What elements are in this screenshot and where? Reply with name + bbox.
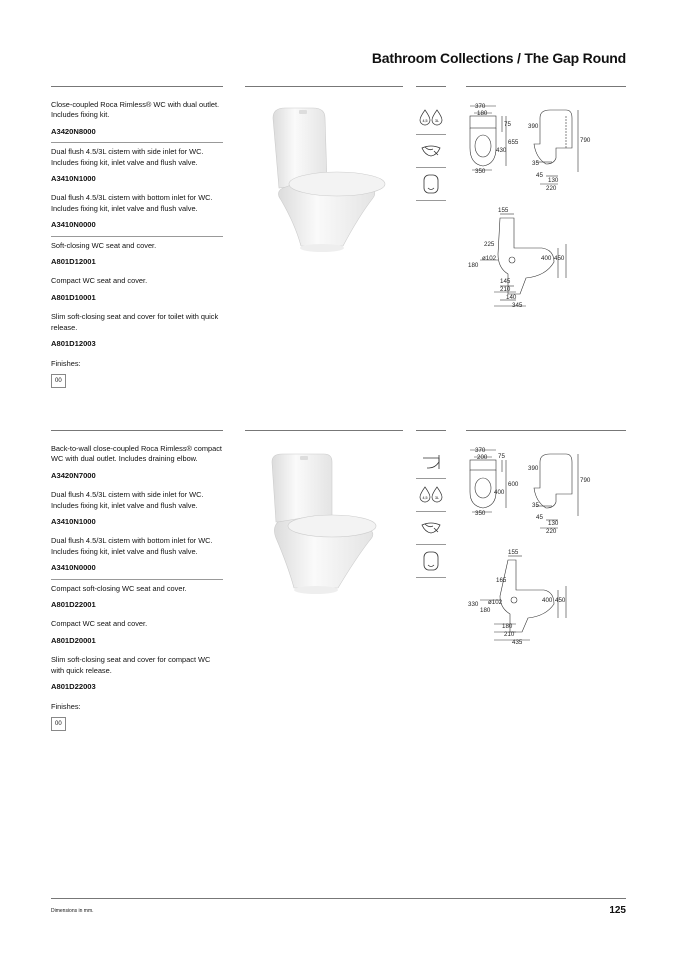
dim-75: 75 — [498, 453, 505, 460]
section-rule — [245, 430, 403, 431]
footer-rule — [51, 898, 626, 899]
dim-75: 75 — [504, 121, 511, 128]
footnote: Dimensions in mm. — [51, 908, 94, 914]
product-description: Slim soft-closing seat and cover for compact WC with quick release. — [51, 655, 211, 675]
feature-icons — [416, 446, 446, 578]
product-item — [51, 615, 223, 651]
dim-655: 655 — [508, 139, 519, 146]
product-code: A3410N0000 — [51, 563, 96, 573]
dim-210: 210 — [500, 286, 511, 293]
dim-180: 180 — [468, 262, 479, 269]
product-item — [51, 96, 223, 143]
technical-drawing-top — [462, 442, 630, 538]
product-item — [51, 237, 223, 273]
dim-370: 370 — [475, 447, 486, 454]
dim-370: 370 — [475, 103, 486, 110]
dual-flush-icon — [416, 479, 446, 512]
dim-45: 45 — [536, 172, 543, 179]
technical-drawing-side — [450, 204, 580, 310]
product-code: A801D10001 — [51, 292, 96, 302]
product-description: Compact soft-closing WC seat and cover. — [51, 583, 187, 593]
product-item — [51, 308, 223, 354]
dim-390: 390 — [528, 123, 539, 130]
dual-flush-icon — [416, 102, 446, 135]
dim-180: 180 — [477, 110, 488, 117]
section-rule — [466, 430, 626, 431]
dim-130: 130 — [548, 177, 559, 184]
product-code: A801D20001 — [51, 635, 96, 645]
dim-345: 345 — [512, 302, 523, 309]
section-rule — [416, 86, 446, 87]
back-to-wall-icon — [416, 446, 446, 479]
finishes-label: Finishes: — [51, 701, 81, 711]
dim-400: 400 — [494, 489, 505, 496]
dim-165: 165 — [496, 577, 507, 584]
product-description: Dual flush 4.5/3L cistern with bottom inlet for WC. Includes fixing kit, inlet valve and flush valve. — [51, 536, 213, 556]
dim-220: 220 — [546, 185, 557, 192]
dim-330: 330 — [468, 601, 479, 608]
section-rule — [51, 430, 223, 431]
product-list — [51, 96, 223, 388]
dim-435: 435 — [512, 639, 523, 646]
dim-155: 155 — [498, 207, 509, 214]
product-item — [51, 532, 223, 579]
finish-swatch[interactable]: 00 — [51, 717, 66, 731]
product-description: Compact WC seat and cover. — [51, 276, 148, 286]
product-item — [51, 143, 223, 189]
dim-145: 145 — [500, 278, 511, 285]
rimless-icon — [416, 135, 446, 168]
rimless-icon — [416, 512, 446, 545]
dim-140: 140 — [506, 294, 517, 301]
dim-35: 35 — [532, 160, 539, 167]
dim-450: 450 — [555, 597, 566, 604]
product-code: A3410N1000 — [51, 517, 96, 527]
product-item — [51, 272, 223, 308]
flush-label-full: 4,5 — [422, 119, 428, 123]
toilet-product-image — [255, 96, 395, 266]
product-code: A3420N7000 — [51, 470, 96, 480]
section-rule — [416, 430, 446, 431]
dim-180: 180 — [480, 607, 491, 614]
dim-225: 225 — [484, 241, 495, 248]
product-code: A801D22003 — [51, 682, 96, 692]
soft-close-seat-icon — [416, 545, 446, 578]
product-description: Soft-closing WC seat and cover. — [51, 240, 157, 250]
product-code: A3420N8000 — [51, 126, 96, 136]
dim-450: 450 — [554, 255, 565, 262]
flush-label-half: 3L — [435, 496, 439, 500]
flush-label-half: 3L — [435, 119, 439, 123]
dim-390: 390 — [528, 465, 539, 472]
dim-180: 180 — [502, 623, 513, 630]
soft-close-seat-icon — [416, 168, 446, 201]
feature-icons — [416, 102, 446, 201]
product-description: Dual flush 4.5/3L cistern with side inlet for WC. Includes fixing kit, inlet valve and flush valve. — [51, 147, 204, 167]
product-code: A3410N1000 — [51, 174, 96, 184]
product-list — [51, 440, 223, 731]
dim-102: ø102 — [482, 255, 497, 262]
dim-600: 600 — [508, 481, 519, 488]
finishes-label: Finishes: — [51, 358, 81, 368]
section-rule — [51, 86, 223, 87]
dim-430: 430 — [496, 147, 507, 154]
dim-102: ø102 — [488, 599, 503, 606]
dim-400: 400 — [541, 255, 552, 262]
toilet-product-image — [258, 448, 398, 608]
dim-220: 220 — [546, 528, 557, 535]
product-item — [51, 440, 223, 486]
product-item — [51, 189, 223, 236]
product-code: A801D12003 — [51, 339, 96, 349]
product-description: Slim soft-closing seat and cover for toilet with quick release. — [51, 312, 219, 332]
dim-45: 45 — [536, 514, 543, 521]
dim-210: 210 — [504, 631, 515, 638]
dim-200: 200 — [477, 454, 488, 461]
product-description: Dual flush 4.5/3L cistern with side inlet for WC. Includes fixing kit, inlet valve and flush valve. — [51, 490, 204, 510]
product-description: Close-coupled Roca Rimless® WC with dual outlet. Includes fixing kit. — [51, 100, 220, 120]
technical-drawing-side — [450, 546, 580, 650]
product-description: Dual flush 4.5/3L cistern with bottom inlet for WC. Includes fixing kit, inlet valve and flush valve. — [51, 193, 213, 213]
product-item — [51, 580, 223, 616]
dim-790: 790 — [580, 137, 591, 144]
product-item — [51, 486, 223, 532]
dim-155: 155 — [508, 549, 519, 556]
dim-130: 130 — [548, 520, 559, 527]
page-number: 125 — [609, 905, 626, 916]
product-code: A801D22001 — [51, 600, 96, 610]
product-code: A801D12001 — [51, 257, 96, 267]
dim-350: 350 — [475, 168, 486, 175]
product-description: Back-to-wall close-coupled Roca Rimless® compact WC with dual outlet. Includes draining elbow. — [51, 444, 222, 464]
section-rule — [245, 86, 403, 87]
dim-790: 790 — [580, 477, 591, 484]
flush-label-full: 4,5 — [422, 496, 428, 500]
product-code: A3410N0000 — [51, 220, 96, 230]
finish-swatch[interactable]: 00 — [51, 374, 66, 388]
dim-350: 350 — [475, 510, 486, 517]
page-title: Bathroom Collections / The Gap Round — [371, 50, 626, 66]
dim-400: 400 — [542, 597, 553, 604]
product-item — [51, 651, 223, 697]
product-description: Compact WC seat and cover. — [51, 619, 148, 629]
dim-35: 35 — [532, 502, 539, 509]
technical-drawing-top — [462, 98, 630, 194]
section-rule — [466, 86, 626, 87]
